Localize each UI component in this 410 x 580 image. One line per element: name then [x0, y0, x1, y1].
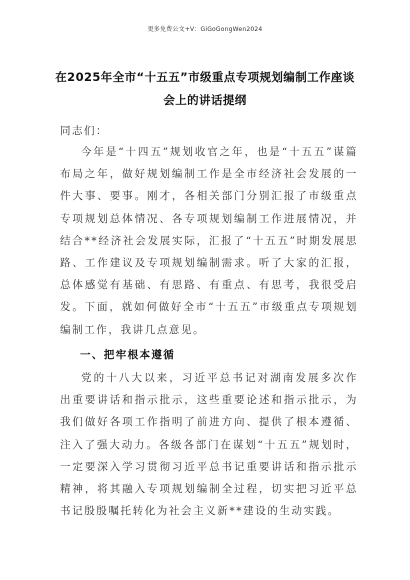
document-title: 在2025年全市“十五五”市级重点专项规划编制工作座谈会上的讲话提纲 — [55, 70, 355, 107]
header-note: 更多免费公文+V：GiGoGongWen2024 — [147, 26, 263, 33]
body-paragraph: 今年是“十四五”规划收官之年，也是“十五五”谋篇布局之年，做好规划编制工作是全市经济社会发展的一件大事、要事。刚才，各相关部门分别汇报了市级重点专项规划总体情况、各专项规划编制工作进展情况，并结合**经济社会发展实际，汇报了“十五五”时期发展思路、工作建议及专项规划编制需求。听了大家的汇报，总体感觉有基础、有思路、有重点、有思考，我很受启发。下面，就如何做好全市“十五五”市级重点专项规划编制工作，我讲几点意见。 — [60, 146, 358, 336]
salutation: 同志们： — [60, 125, 108, 137]
section-paragraph: 党的十八大以来，习近平总书记对湖南发展多次作出重要讲话和指示批示，这些重要论述和指示批示，为我们做好各项工作指明了前进方向、提供了根本遵循、注入了强大动力。各级各部门在谋划“十五五”规划时，一定要深入学习贯彻习近平总书记重要讲话和指示批示精神，将其融入专项规划编制全过程，切实把习近平总书记殷殷嘱托转化为社会主义新**建设的生动实践。 — [60, 372, 358, 518]
section-heading: 一、把牢根本遵循 — [80, 349, 176, 361]
